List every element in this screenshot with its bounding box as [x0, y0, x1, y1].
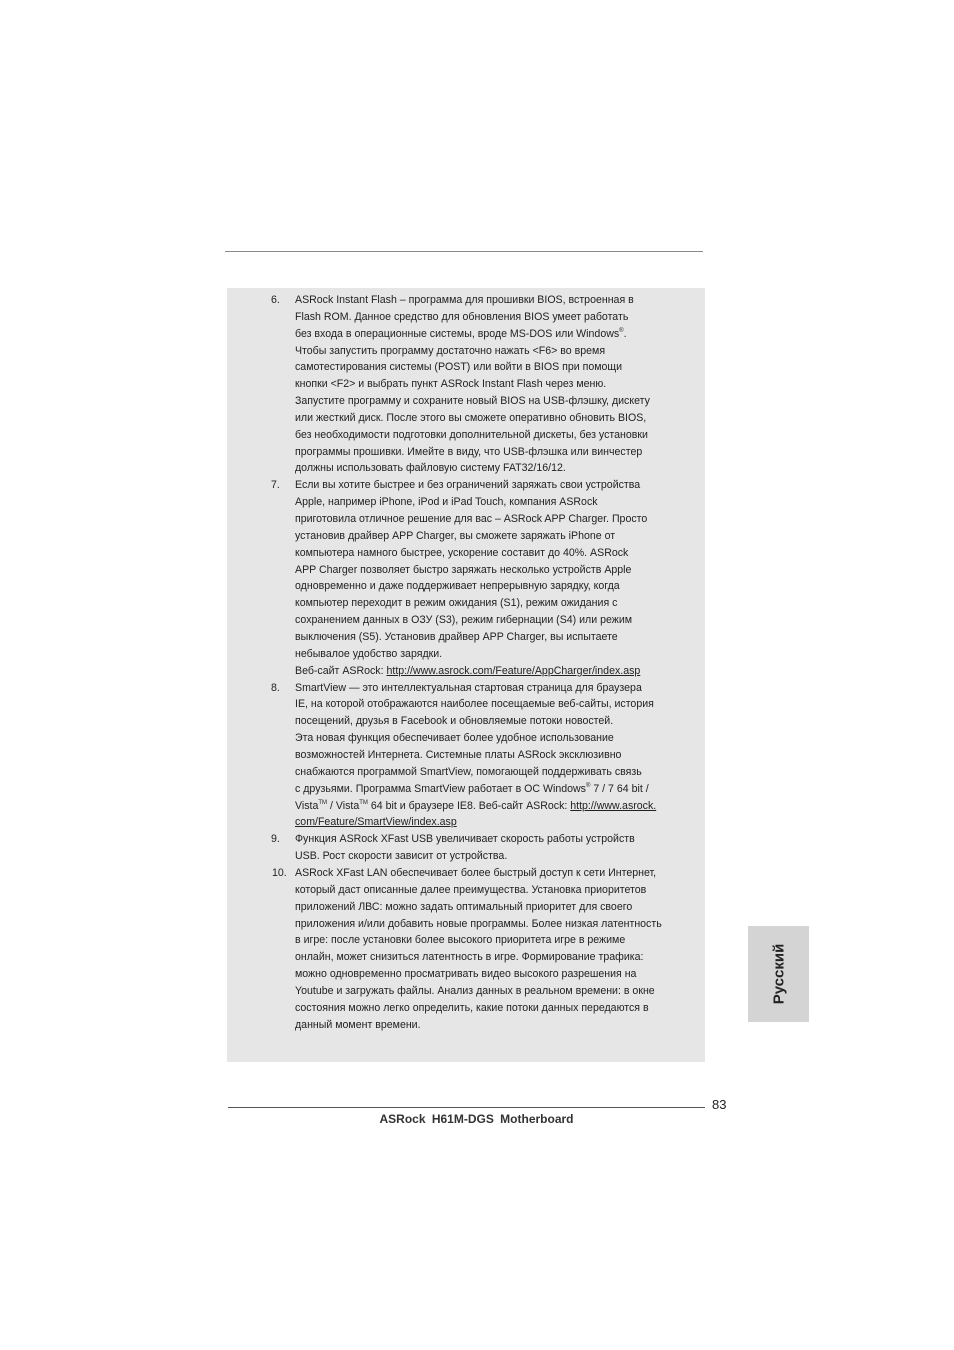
text-line — [295, 326, 695, 343]
registered-mark: ® — [585, 782, 591, 789]
item-number: 7. — [271, 479, 280, 492]
top-divider — [225, 251, 703, 252]
footer-title: ASRock H61M-DGS Motherboard — [379, 1112, 574, 1126]
item-text — [295, 680, 695, 832]
text-line: компьютера намного быстрее, ускорение составит до 40%. ASRock — [295, 546, 629, 559]
text-line: снабжаются программой SmartView, помогающей поддерживать связь — [295, 765, 642, 778]
text-line: SmartView — это интеллектуальная стартовая страница для браузера — [295, 681, 642, 694]
language-tab-label: Русский — [770, 943, 787, 1005]
item-text — [295, 292, 695, 477]
text-line: Функция ASRock XFast USB увеличивает скорость работы устройств — [295, 833, 635, 846]
text-line: Если вы хотите быстрее и без ограничений заряжать свои устройства — [295, 479, 641, 492]
text-line: онлайн, может снизиться латентность в игре. Формирование трафика: — [295, 951, 644, 964]
smartview-link[interactable]: http://www.asrock. — [570, 799, 657, 812]
item-number: 10. — [272, 867, 287, 879]
text-line: выключения (S5). Установив драйвер APP Charger, вы испытаете — [295, 630, 618, 643]
trademark-mark: TM — [318, 799, 328, 806]
text-line: IE, на которой отображаются наиболее посещаемые веб-сайты, история — [295, 698, 654, 711]
text-line: должны использовать файловую систему FAT32/16/12. — [295, 462, 566, 475]
text-line: USB. Рост скорости зависит от устройства. — [295, 850, 508, 863]
content-panel — [227, 288, 705, 1062]
text-line — [295, 781, 695, 798]
text-line: возможностей Интернета. Системные платы ASRock эксклюзивно — [295, 748, 622, 761]
text-line: можно одновременно просматривать видео высокого разрешения на — [295, 968, 637, 981]
text-line: приложения и/или добавить новые программы. Более низкая латентность — [295, 917, 662, 930]
text-line: в игре: после установки более высокого приоритета игре в режиме — [295, 934, 626, 947]
text-segment: 7 / 7 64 bit / — [590, 782, 649, 795]
text-segment: 64 bit и браузере IE8. Веб-сайт ASRock: — [367, 799, 571, 812]
item-text — [295, 477, 695, 679]
text-line: сохранением данных в ОЗУ (S3), режим гибернации (S4) или режим — [295, 614, 633, 627]
text-line — [295, 798, 695, 815]
text-line: ASRock Instant Flash – программа для прошивки BIOS, встроенная в — [295, 294, 634, 306]
text-line: Flash ROM. Данное средство для обновления BIOS умеет работать — [295, 310, 629, 323]
text-line: посещений, друзья в Facebook и обновляемые потоки новостей. — [295, 715, 614, 728]
text-line: который даст описанные далее преимущества. Установка приоритетов — [295, 883, 647, 896]
text-line: без необходимости подготовки дополнительной дискеты, без установки — [295, 428, 648, 441]
bottom-divider — [228, 1107, 705, 1108]
text-line: Чтобы запустить программу достаточно нажать <F6> во время — [295, 344, 606, 357]
item-number: 9. — [271, 833, 280, 846]
item-text — [295, 865, 695, 1033]
text-segment: / Vista — [327, 799, 360, 812]
text-line: состояния можно легко определить, какие потоки данных передаются в — [295, 1001, 649, 1014]
text-line: программы прошивки. Имейте в виду, что USB-флэшка или винчестер — [295, 445, 643, 458]
language-tab — [748, 926, 809, 1022]
item-text — [295, 831, 695, 865]
item-number: 6. — [271, 294, 280, 306]
registered-mark: ® — [619, 327, 624, 334]
text-line: ASRock XFast LAN обеспечивает более быстрый доступ к сети Интернет, — [295, 867, 657, 879]
text-segment: . — [623, 327, 627, 340]
text-line: небывалое удобство зарядки. — [295, 647, 443, 660]
text-line: APP Charger позволяет быстро заряжать несколько устройств Apple — [295, 563, 632, 576]
smartview-link-continued[interactable]: com/Feature/SmartView/index.asp — [295, 816, 457, 829]
item-number: 8. — [271, 681, 280, 694]
text-line: самотестирования системы (POST) или войти в BIOS при помощи — [295, 361, 623, 374]
text-line: одновременно и даже поддерживает непрерывную зарядку, когда — [295, 580, 620, 593]
text-line: установив драйвер APP Charger, вы сможете заряжать iPhone от — [295, 529, 616, 542]
text-segment: Vista — [295, 799, 319, 812]
appcharger-link[interactable]: http://www.asrock.com/Feature/AppCharger/index.asp — [386, 664, 641, 677]
text-line: Youtube и загружать файлы. Анализ данных в реальном времени: в окне — [295, 984, 655, 997]
text-segment: без входа в операционные системы, вроде MS-DOS или Windows — [295, 327, 620, 340]
text-line: или жесткий диск. После этого вы сможете оперативно обновить BIOS, — [295, 411, 647, 424]
text-line: Эта новая функция обеспечивает более удобное использование — [295, 732, 614, 745]
text-line: компьютер переходит в режим ожидания (S1), режим ожидания с — [295, 597, 618, 610]
trademark-mark: TM — [359, 799, 368, 806]
text-line: приложений ЛВС: можно задать оптимальный приоритет для своего — [295, 900, 633, 913]
page-number: 83 — [712, 1097, 727, 1112]
text-line: кнопки <F2> и выбрать пункт ASRock Instant Flash через меню. — [295, 378, 607, 391]
text-line: Apple, например iPhone, iPod и iPad Touch, компания ASRock — [295, 496, 598, 509]
text-segment: с друзьями. Программа SmartView работает в ОС Windows — [295, 782, 586, 795]
text-line — [295, 814, 695, 831]
text-line: данный момент времени. — [295, 1018, 421, 1031]
text-line: Запустите программу и сохраните новый BIOS на USB-флэшку, дискету — [295, 395, 650, 408]
text-line: приготовила отличное решение для вас – ASRock APP Charger. Просто — [295, 513, 648, 526]
text-segment: Веб-сайт ASRock: — [295, 664, 387, 677]
text-line — [295, 663, 695, 680]
